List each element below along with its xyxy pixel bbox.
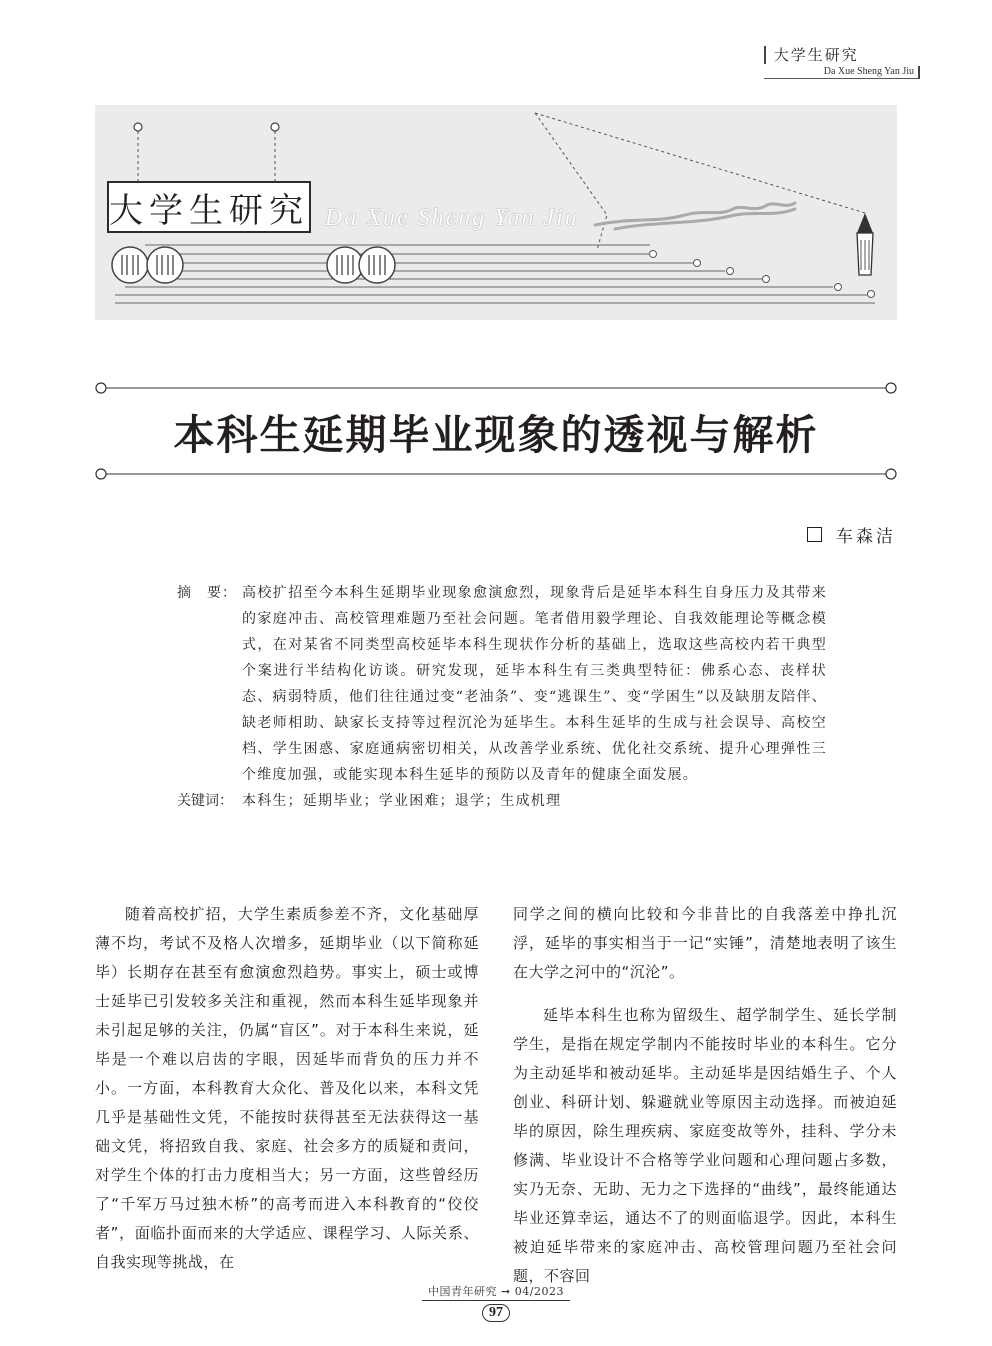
abstract (177, 580, 827, 814)
banner-pinyin: Da Xue Sheng Yan Jiu (325, 205, 579, 231)
body-column-right (513, 900, 897, 1305)
body-paragraph: 延毕本科生也称为留级生、超学制学生、延长学制学生，是指在规定学制内不能按时毕业的本科生。它分为主动延毕和被动延毕。主动延毕是因结婚生子、个人创业、科研计划、躲避就业等原因主动选择。而被迫延毕的原因，除生理疾病、家庭变故等外，挂科、学分未修满、毕业设计不合格等学业问题和心理问题占多数，实乃无奈、无助、无力之下选择的“曲线”，最终能通达毕业还算幸运，通达不了的则面临退学。因此，本科生被迫延毕带来的家庭冲击、高校管理问题乃至社会问题，不容回 (513, 1006, 897, 1285)
body-column-left (95, 900, 479, 1291)
abstract-label: 摘 要： (177, 585, 237, 601)
keywords-text: 本科生；延期毕业；学业困难；退学；生成机理 (242, 793, 562, 809)
section-title-box (107, 181, 311, 233)
running-head-section: 大学生研究 (764, 46, 920, 64)
keywords-label: 关键词： (177, 793, 233, 809)
body-paragraph: 同学之间的横向比较和今非昔比的自我落差中挣扎沉浮，延毕的事实相当于一记“实锤”，清楚地表明了该生在大学之河中的“沉沦”。 (513, 905, 897, 981)
running-head-pinyin: Da Xue Sheng Yan Jiu (764, 66, 920, 79)
author-line (807, 522, 896, 547)
title-rule-bottom (95, 468, 897, 480)
running-head (764, 46, 920, 79)
author-box-icon (807, 527, 822, 542)
section-title: 大学生研究 (109, 190, 309, 231)
abstract-text: 高校扩招至今本科生延期毕业现象愈演愈烈，现象背后是延毕本科生自身压力及其带来的家庭冲击、高校管理难题乃至社会问题。笔者借用毅学理论、自我效能理论等概念模式，在对某省不同类型高校延毕本科生现状作分析的基础上，选取这些高校内若干典型个案进行半结构化访谈。研究发现，延毕本科生有三类典型特征：佛系心态、丧样状态、病弱特质，他们往往通过变“老油条”、变“逃课生”、变“学困生”以及缺朋友陪伴、缺老师相助、缺家长支持等过程沉沦为延毕生。本科生延毕的生成与社会误导、高校空档、学生困惑、家庭通病密切相关，从改善学业系统、优化社交系统、提升心理弹性三个维度加强，或能实现本科生延毕的预防以及青年的健康全面发展。 (242, 585, 827, 783)
title-rule-top (95, 382, 897, 394)
keywords-row (177, 788, 827, 814)
page-footer (0, 1280, 992, 1322)
footer-journal: 中国青年研究 ➞ 04/2023 (422, 1283, 570, 1301)
section-banner (95, 105, 897, 320)
article-title: 本科生延期毕业现象的透视与解析 (173, 411, 819, 459)
page-number: 97 (482, 1304, 510, 1322)
pen-nib-icon (857, 213, 873, 275)
body-paragraph: 随着高校扩招，大学生素质参差不齐，文化基础厚薄不均，考试不及格人次增多，延期毕业（以下简称延毕）长期存在甚至有愈演愈烈趋势。事实上，硕士或博士延毕已引发较多关注和重视，然而本科生延毕现象并未引起足够的关注，仍属“盲区”。对于本科生来说，延毕是一个难以启齿的字眼，因延毕而背负的压力并不小。一方面，本科教育大众化、普及化以来，本科文凭几乎是基础性文凭，不能按时获得甚至无法获得这一基础文凭，将招致自我、家庭、社会多方的质疑和责问，对学生个体的打击力度相当大；另一方面，这些曾经历了“千军万马过独木桥”的高考而进入本科教育的“佼佼者”，面临扑面而来的大学适应、课程学习、人际关系、自我实现等挑战，在 (95, 905, 479, 1271)
abstract-row (177, 580, 827, 788)
author-name: 车森洁 (836, 527, 896, 547)
